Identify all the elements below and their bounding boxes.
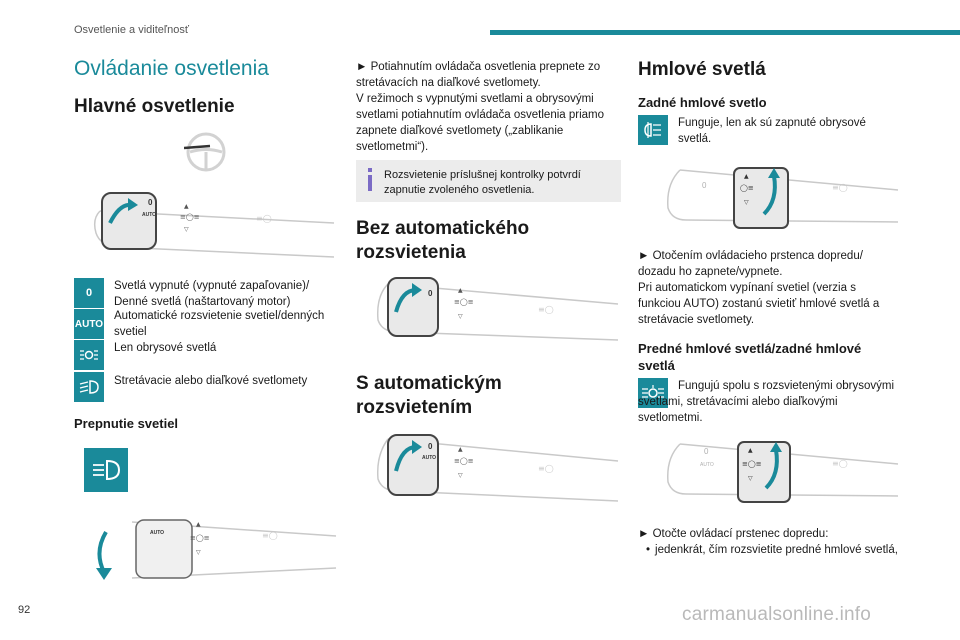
rear-fog-icon xyxy=(638,115,668,145)
headlamp-icon xyxy=(74,372,104,402)
header-accent-bar xyxy=(490,30,960,35)
svg-text:≡◯: ≡◯ xyxy=(262,531,278,540)
page-number: 92 xyxy=(18,604,31,616)
svg-text:≡◯: ≡◯ xyxy=(538,305,554,314)
svg-text:AUTO: AUTO xyxy=(150,530,165,536)
svg-text:▲: ▲ xyxy=(748,447,753,454)
rear-fog-ring-diagram xyxy=(656,160,900,234)
svg-text:≡◯≡: ≡◯≡ xyxy=(742,460,762,468)
svg-text:▲: ▲ xyxy=(458,287,463,294)
mode-text-headlamps: Stretávacie alebo diaľkové svetlomety xyxy=(114,375,308,387)
svg-text:▲: ▲ xyxy=(744,173,749,180)
svg-text:AUTO: AUTO xyxy=(422,455,437,461)
stalk-diagram-auto xyxy=(370,425,620,511)
tip-box xyxy=(356,160,621,202)
heading-front-rear-fog: Predné hmlové svetlá/zadné hmlové svetlá xyxy=(638,341,862,373)
svg-text:▽: ▽ xyxy=(744,199,749,206)
paragraph-high-beam: ► Potiahnutím ovládača osvetlenia prepnete zo stretávacích na diaľkové svetlomety. V režimoch s vypnutými svetlami a obrysovými svetlami potiahnutím ovládača osvetlenia priamo zapnete diaľkové svetlomety („zablikanie svetlometmi“). xyxy=(356,61,605,153)
rear-fog-text: Funguje, len ak sú zapnuté obrysové svetlá. xyxy=(678,117,866,145)
svg-text:≡◯≡: ≡◯≡ xyxy=(190,534,210,542)
auto-mode-icon: AUTO xyxy=(74,309,104,339)
svg-text:≡◯≡: ≡◯≡ xyxy=(454,298,474,306)
stalk-diagram-no-auto xyxy=(370,270,620,350)
steering-wheel-icon xyxy=(184,130,228,174)
heading-rear-fog: Zadné hmlové svetlo xyxy=(638,95,767,110)
mode-text-auto: Automatické rozsvietenie svetiel/denných svetiel xyxy=(114,310,325,338)
svg-text:≡◯: ≡◯ xyxy=(538,464,554,473)
svg-text:AUTO: AUTO xyxy=(700,462,714,468)
mode-text-off: Svetlá vypnuté (vypnuté zapaľovanie)/ Denné svetlá (naštartovaný motor) xyxy=(114,280,310,308)
svg-text:0: 0 xyxy=(702,181,707,190)
svg-text:0: 0 xyxy=(428,289,433,298)
svg-text:0: 0 xyxy=(704,447,709,456)
svg-text:≡◯: ≡◯ xyxy=(832,183,848,192)
heading-auto: S automatickým rozsvietením xyxy=(356,373,502,418)
svg-text:▲: ▲ xyxy=(196,521,201,528)
paragraph-front-fog: ► Otočte ovládací prstenec dopredu: xyxy=(638,528,829,540)
stalk-pull-diagram xyxy=(92,508,338,584)
svg-text:▽: ▽ xyxy=(458,472,463,479)
svg-text:▽: ▽ xyxy=(196,549,201,556)
high-beam-icon xyxy=(84,448,128,492)
front-fog-ring-diagram xyxy=(656,436,900,508)
stalk-label-auto: AUTO xyxy=(142,212,157,218)
svg-text:▽: ▽ xyxy=(458,313,463,320)
front-rear-fog-text: Fungujú spolu s rozsvietenými obrysovými svetlami, stretávacími alebo diaľkovými svetlometmi. xyxy=(638,380,895,424)
svg-text:▽: ▽ xyxy=(748,475,753,482)
lighting-stalk-diagram xyxy=(88,183,338,265)
svg-text:▲: ▲ xyxy=(184,203,189,210)
bullet-item-front-fog: • jedenkrát, čím rozsvietite predné hmlové svetlá, xyxy=(646,544,898,556)
mode-text-sidelights: Len obrysové svetlá xyxy=(114,342,217,354)
tip-text: Rozsvietenie príslušnej kontrolky potvrdí zapnutie zvoleného osvetlenia. xyxy=(384,169,581,196)
watermark: carmanualsonline.info xyxy=(682,604,872,625)
lights-off-icon: 0 xyxy=(74,278,104,308)
section-title-lighting-control: Ovládanie osvetlenia xyxy=(74,57,269,80)
svg-text:◯≡: ◯≡ xyxy=(740,184,754,192)
svg-text:≡◯: ≡◯ xyxy=(256,214,272,223)
sidelights-icon xyxy=(74,340,104,370)
subheading-switching: Prepnutie svetiel xyxy=(74,416,179,431)
svg-text:≡◯: ≡◯ xyxy=(832,459,848,468)
section-title-fog-lights: Hmlové svetlá xyxy=(638,59,766,80)
info-icon xyxy=(366,168,374,192)
svg-text:≡◯≡: ≡◯≡ xyxy=(454,457,474,465)
svg-text:0: 0 xyxy=(428,442,433,451)
svg-text:≡◯≡: ≡◯≡ xyxy=(180,213,200,221)
stalk-label-zero: 0 xyxy=(148,198,153,207)
svg-text:▲: ▲ xyxy=(458,446,463,453)
chapter-header: Osvetlenie a viditeľnosť xyxy=(74,24,189,36)
svg-text:▽: ▽ xyxy=(184,226,189,233)
paragraph-rear-fog: ► Otočením ovládacieho prstenca dopredu/ dozadu ho zapnete/vypnete. Pri automatickom vypínaní svetiel (verzia s funkciou AUTO) zostanú svietiť hmlové svetlá a stretávacie svetlomety. xyxy=(638,250,880,326)
heading-main-lighting: Hlavné osvetlenie xyxy=(74,96,235,117)
heading-no-auto: Bez automatického rozsvietenia xyxy=(356,218,530,263)
